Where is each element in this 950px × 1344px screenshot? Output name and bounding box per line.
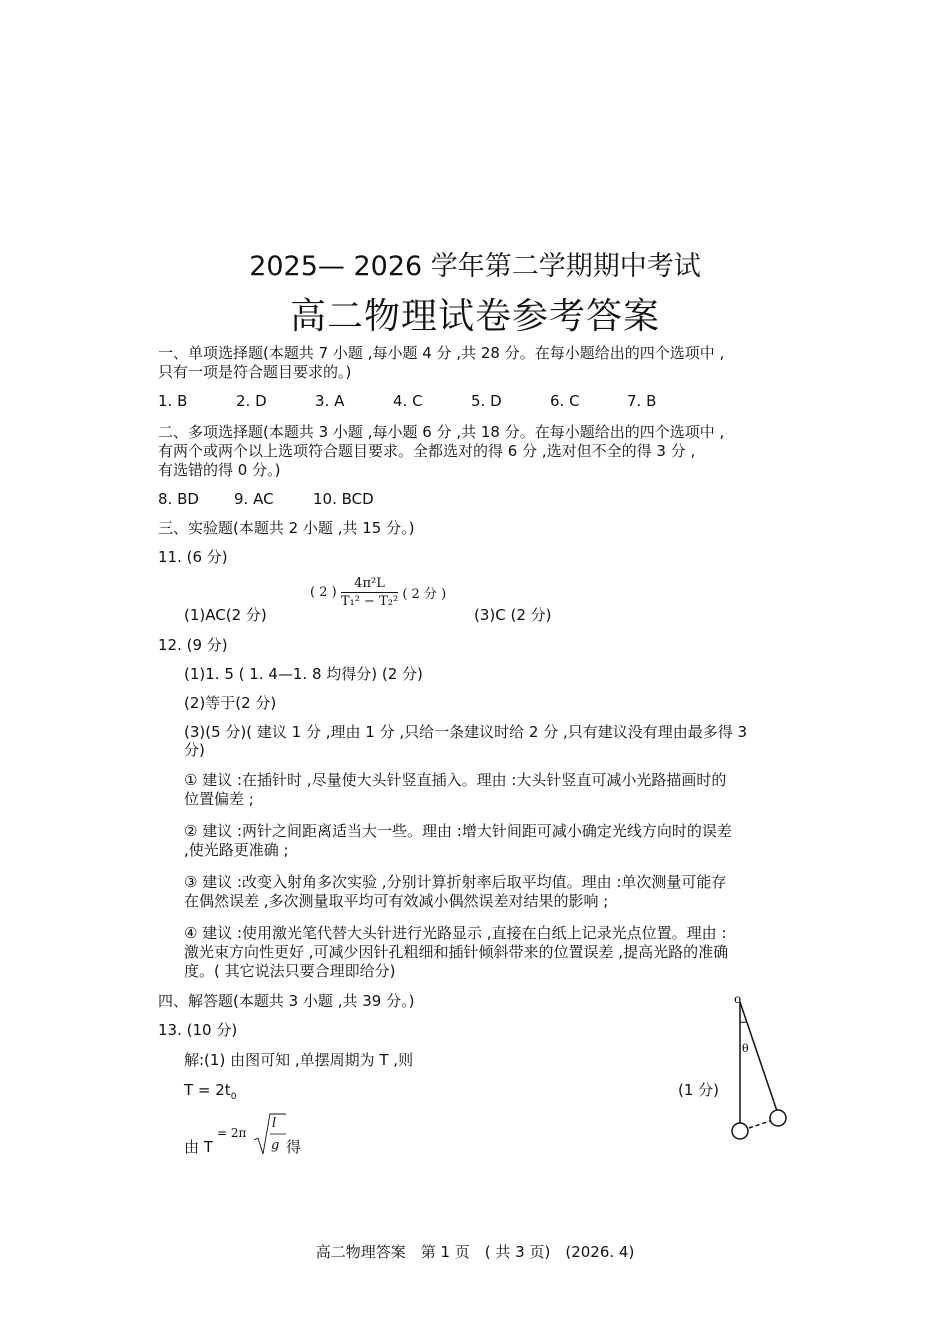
q11-part2 [310,576,446,609]
q13-eq1-subscript: 0 [230,1092,237,1102]
suggestion-3: ③ 建议 :改变入射角多次实验 ,分别计算折射率后取平均值。理由 :单次测量可能存 [184,873,727,891]
section3-heading: 三、实验题(本题共 2 小题 ,共 15 分。) [158,519,415,537]
answer-7: 7. B [627,392,657,410]
q13-eq2-suffix: 得 [286,1138,302,1156]
section2-heading-cont2: 有选错的得 0 分。) [158,461,281,479]
answer-10: 10. BCD [313,490,374,508]
section1-heading: 一、单项选择题(本题共 7 小题 ,每小题 4 分 ,共 28 分。在每小题给出的四个选项中 , [158,344,725,362]
suggestion-1-cont: 位置偏差 ; [184,790,254,808]
answer-title: 高二物理试卷参考答案 [289,296,660,337]
pivot-label: o [734,992,742,1006]
q13-eq2-denominator: g [271,1138,280,1153]
answer-2: 2. D [236,392,267,410]
q13-label: 13. (10 分) [158,1021,238,1039]
q13-eq2-numerator: l [272,1116,277,1131]
section1-heading-cont: 只有一项是符合题目要求的。) [158,363,352,381]
q11-part1: (1)AC(2 分) [184,606,267,624]
q11-fraction [341,576,398,609]
q12-part2: (2)等于(2 分) [184,694,277,712]
answer-9: 9. AC [234,490,274,508]
sqrt-symbol-icon [252,1112,288,1158]
q13-eq1-score: (1 分) [678,1081,720,1099]
section2-heading: 二、多项选择题(本题共 3 小题 ,每小题 6 分 ,共 18 分。在每小题给出的四个选项中 , [158,423,725,441]
exam-title: 2025— 2026 学年第二学期期中考试 [249,251,701,282]
answer-5: 5. D [471,392,502,410]
q11-part2-score: ( 2 分 ) [402,587,447,602]
answer-6: 6. C [550,392,580,410]
suggestion-2-cont: ,使光路更准确 ; [184,841,289,859]
q11-fraction-denominator: T₁² − T₂² [340,594,399,609]
q11-label: 11. (6 分) [158,548,228,566]
angle-label: θ [742,1042,749,1055]
section2-heading-cont: 有两个或两个以上选项符合题目要求。全都选对的得 6 分 ,选对但不全的得 3 分 , [158,442,696,460]
q11-fraction-numerator: 4π²L [341,576,398,593]
suggestion-4-cont: 激光束方向性更好 ,可减少因针孔粗细和插针倾斜带来的位置误差 ,提高光路的准确 [184,943,729,961]
page-footer: 高二物理答案 第 1 页 ( 共 3 页) (2026. 4) [315,1243,635,1261]
suggestion-1: ① 建议 :在插针时 ,尽量使大头针竖直插入。理由 :大头针竖直可减小光路描画时的 [184,771,727,789]
suggestion-2: ② 建议 :两针之间距离适当大一些。理由 :增大针间距可减小确定光线方向时的误差 [184,822,732,840]
suggestion-4-cont2: 度。( 其它说法只要合理即给分) [184,962,396,980]
answer-3: 3. A [315,392,345,410]
q12-part3: (3)(5 分)( 建议 1 分 ,理由 1 分 ,只给一条建议时给 2 分 ,只有建议没有理由最多得 3 [184,723,748,741]
q13-eq2-formula: = 2π [217,1126,247,1140]
q12-part3-cont: 分) [184,741,205,759]
pendulum-figure [720,990,800,1150]
suggestion-4: ④ 建议 :使用激光笔代替大头针进行光路显示 ,直接在白纸上记录光点位置。理由 : [184,924,727,942]
q13-solution-line: 解:(1) 由图可知 ,单摆周期为 T ,则 [184,1051,414,1069]
q12-part1: (1)1. 5 ( 1. 4—1. 8 均得分) (2 分) [184,665,423,683]
q13-eq1-text: T = 2t [184,1081,231,1099]
answer-8: 8. BD [158,490,199,508]
q11-part3: (3)C (2 分) [474,606,552,624]
q12-label: 12. (9 分) [158,636,228,654]
answer-1: 1. B [158,392,188,410]
q13-equation-2 [184,1112,384,1162]
suggestion-3-cont: 在偶然误差 ,多次测量取平均可有效减小偶然误差对结果的影响 ; [184,892,609,910]
q13-equation-1 [184,1081,236,1107]
answer-4: 4. C [393,392,423,410]
section4-heading: 四、解答题(本题共 3 小题 ,共 39 分。) [158,992,415,1010]
q13-eq2-prefix: 由 T [184,1138,213,1156]
q11-part2-prefix: ( 2 ) [310,585,337,600]
